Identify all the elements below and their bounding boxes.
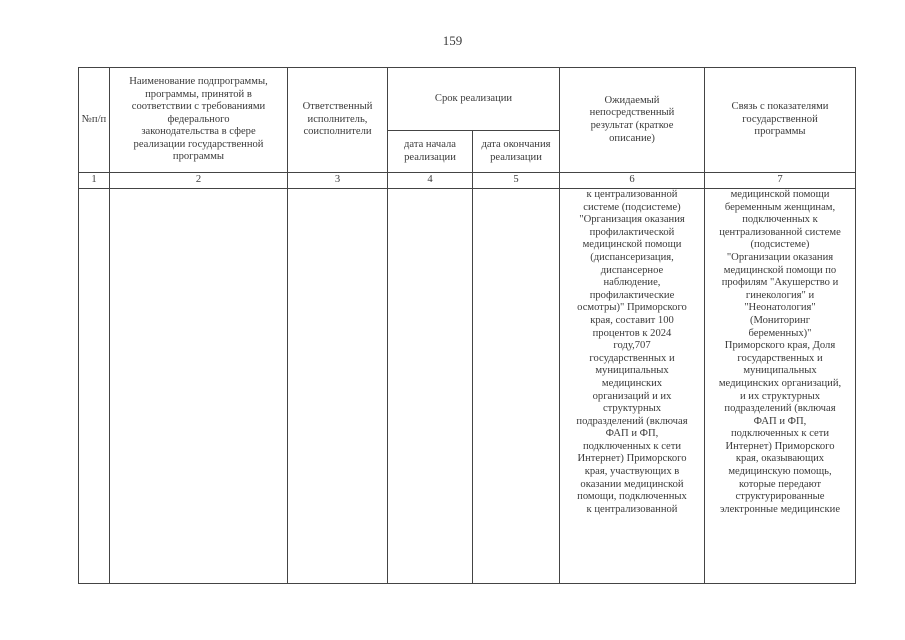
text-line: муниципальных	[595, 365, 669, 377]
column-number: 6	[629, 174, 635, 186]
column-number: 1	[91, 174, 97, 186]
text-line: Приморского края, Доля	[724, 340, 836, 352]
text-line: году,707	[613, 340, 651, 352]
text-line: Интернет) Приморского	[577, 453, 687, 465]
text-line: Наименование подпрограммы,	[129, 75, 268, 87]
text-line: края, участвующих в	[584, 466, 680, 478]
text-line: профилактические	[589, 289, 675, 301]
text-line: Срок реализации	[434, 92, 513, 104]
text-line: электронные медицинские	[719, 503, 841, 515]
text-line: "Организация оказания	[579, 214, 685, 226]
table-border	[472, 130, 473, 583]
text-line: результат (краткое	[590, 120, 674, 131]
text-line: №п/п	[81, 113, 107, 125]
text-line: программы, принятой в	[145, 88, 252, 100]
text-line: (диспансеризация,	[590, 251, 674, 263]
text-line: к централизованной	[586, 189, 678, 200]
text-line: ФАП и ФП,	[605, 428, 659, 440]
text-line: законодательства в сфере	[141, 126, 256, 138]
text-line: подразделений (включая	[576, 415, 688, 427]
text-line: подключенных к сети	[730, 428, 830, 440]
text-line: реализации	[404, 151, 456, 163]
header-row-number	[79, 68, 109, 172]
header-end-date	[473, 131, 559, 172]
text-line: организаций и их	[592, 390, 672, 402]
text-line: профилям "Акушерство и	[721, 277, 839, 289]
column-number: 4	[427, 174, 433, 186]
text-line: централизованной системе	[719, 226, 841, 238]
text-line: (Мониторинг	[749, 314, 811, 326]
column-number: 5	[513, 174, 519, 186]
header-start-date	[388, 131, 472, 172]
text-line: "Организации оказания	[726, 251, 834, 263]
text-line: медицинской помощи	[582, 239, 682, 251]
text-line: диспансерное	[600, 264, 664, 276]
text-line: медицинскую помощь,	[728, 466, 832, 478]
text-line: процентов к 2024	[592, 327, 672, 339]
text-line: структурированные	[735, 491, 825, 503]
header-expected-result	[560, 68, 704, 172]
text-line: ФАП и ФП,	[753, 415, 807, 427]
text-line: медицинских организаций,	[718, 377, 842, 389]
text-line: соисполнители	[303, 126, 372, 138]
text-line: профилактической	[589, 226, 675, 238]
text-line: программы	[754, 126, 806, 138]
text-line: государственных и	[737, 352, 823, 364]
header-subprogram-name	[110, 68, 287, 172]
text-line: подразделений (включая	[724, 403, 836, 415]
text-line: которые передают	[738, 478, 822, 490]
text-line: подключенных к	[742, 214, 818, 226]
text-line: программы	[172, 151, 225, 163]
text-line: беременным женщинам,	[724, 201, 836, 213]
cell-expected-result	[560, 189, 704, 583]
text-line: подключенных к сети	[582, 440, 682, 452]
text-line: государственных и	[589, 352, 675, 364]
text-line: края, оказывающих	[735, 453, 825, 465]
text-line: медицинской помощи по	[723, 264, 837, 276]
text-line: края, составит 100	[590, 314, 674, 326]
text-line: (подсистеме)	[750, 239, 810, 251]
text-line: реализации	[490, 151, 542, 163]
text-line: осмотры)" Приморского	[577, 302, 687, 314]
table-border	[78, 583, 856, 584]
text-line: Связь с показателями	[731, 101, 829, 113]
header-implementation-period	[388, 68, 559, 130]
header-responsible	[288, 68, 387, 172]
text-line: соответствии с требованиями	[131, 101, 266, 113]
text-line: медицинских	[601, 377, 663, 389]
page-number: 159	[442, 33, 463, 48]
column-number: 3	[334, 174, 341, 186]
text-line: описание)	[609, 132, 655, 144]
text-line: Ожидаемый	[604, 94, 660, 106]
table-border	[855, 67, 856, 584]
text-line: Интернет) Приморского	[725, 440, 835, 452]
text-line: и их структурных	[739, 390, 821, 402]
text-line: исполнитель,	[307, 113, 368, 125]
column-number: 7	[777, 174, 783, 186]
text-line: оказании медицинской	[580, 478, 684, 490]
text-line: Ответственный	[302, 101, 373, 113]
text-line: структурных	[602, 403, 662, 415]
text-line: дата окончания	[481, 138, 551, 150]
text-line: к централизованной	[586, 503, 678, 515]
text-line: помощи, подключенных	[577, 491, 687, 503]
text-line: гинекология" и	[745, 289, 815, 301]
text-line: беременных)"	[748, 327, 812, 339]
text-line: "Неонатология"	[744, 302, 816, 314]
text-line: системе (подсистеме)	[583, 201, 681, 213]
column-number: 2	[195, 174, 202, 186]
text-line: муниципальных	[743, 365, 817, 377]
text-line: государственной	[742, 113, 818, 125]
text-line: федерального	[167, 113, 230, 125]
text-line: непосредственный	[589, 107, 675, 119]
text-line: реализации государственной	[133, 138, 264, 150]
cell-indicator-link	[705, 189, 855, 583]
text-line: дата начала	[404, 138, 456, 150]
text-line: медицинской помощи	[730, 189, 830, 200]
text-line: наблюдение,	[603, 277, 661, 289]
header-indicator-link	[705, 68, 855, 172]
